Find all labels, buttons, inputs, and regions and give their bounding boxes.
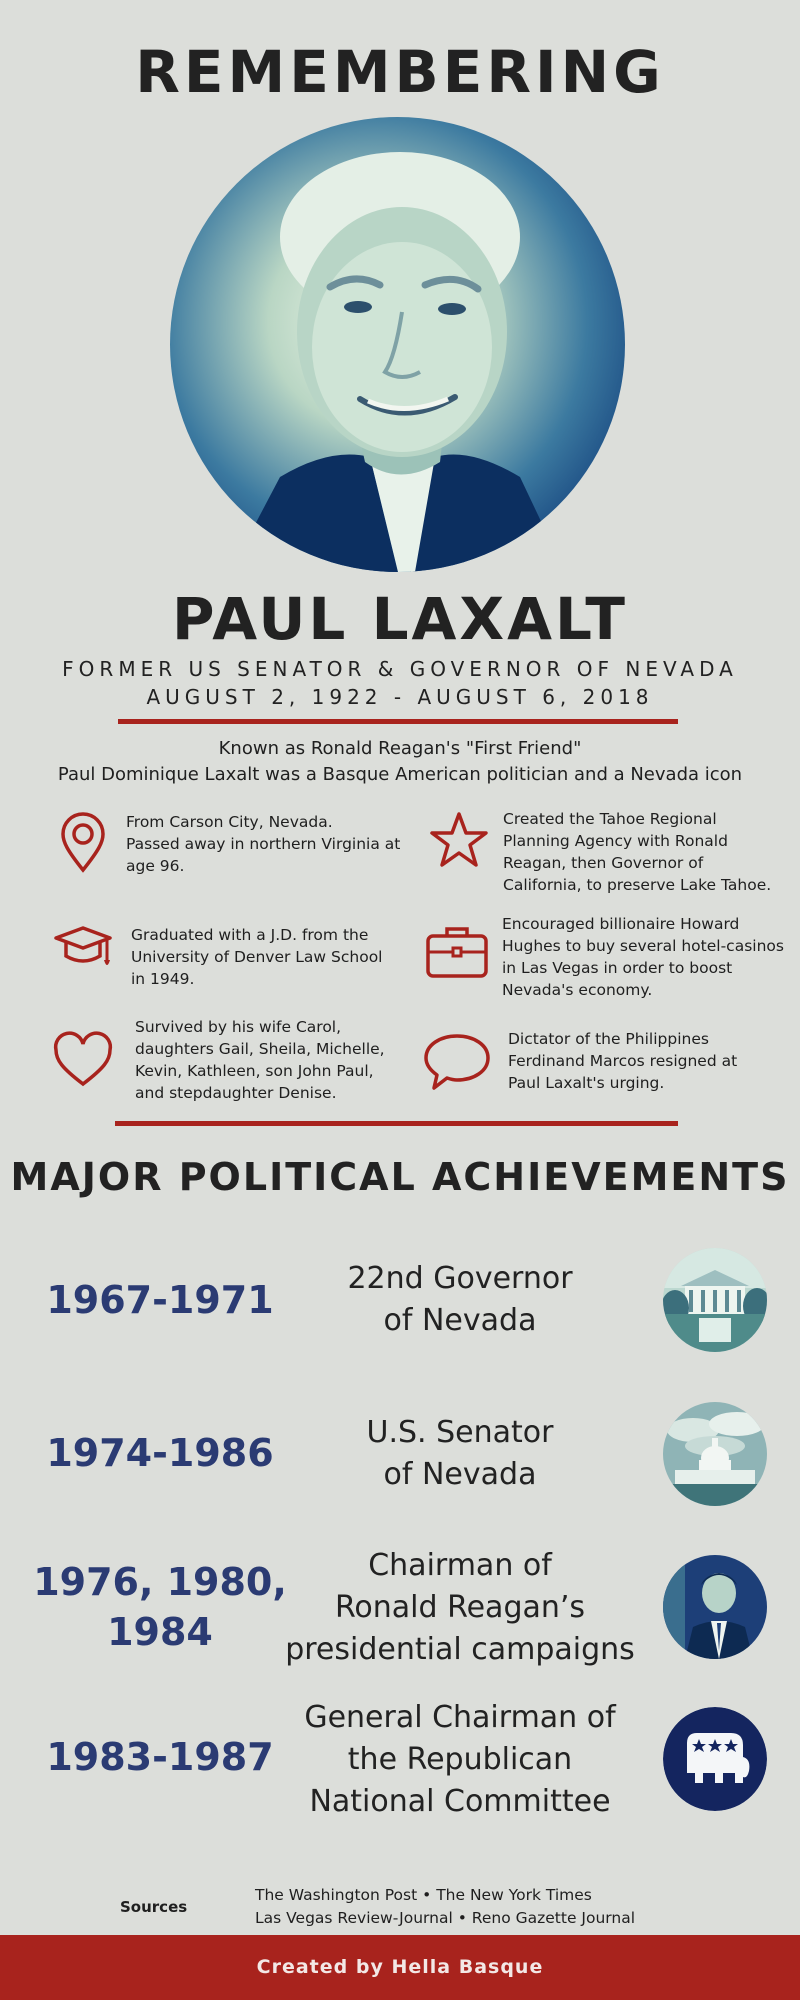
portrait-illustration	[170, 117, 625, 572]
life-dates: AUGUST 2, 1922 - AUGUST 6, 2018	[146, 685, 654, 709]
fact-line: Planning Agency with Ronald	[503, 832, 728, 850]
intro-line-2: Paul Dominique Laxalt was a Basque American politician and a Nevada icon	[57, 764, 743, 785]
fact-family	[135, 1016, 425, 1104]
achievement-description	[260, 1258, 660, 1342]
years-line: 1976, 1980,	[33, 1560, 287, 1604]
fact-line: and stepdaughter Denise.	[135, 1084, 337, 1102]
heading-remembering: REMEMBERING	[135, 38, 665, 106]
years-line: 1974-1986	[46, 1431, 274, 1475]
achievements-title: MAJOR POLITICAL ACHIEVEMENTS	[10, 1155, 790, 1199]
fact-hughes	[502, 913, 797, 1001]
achievement-years	[30, 1275, 290, 1325]
fact-line: Survived by his wife Carol,	[135, 1018, 342, 1036]
years-line: 1967-1971	[46, 1278, 274, 1322]
fact-line: Hughes to buy several hotel-casinos	[502, 937, 784, 955]
fact-line: Graduated with a J.D. from the	[131, 926, 369, 944]
fact-line: Created the Tahoe Regional	[503, 810, 717, 828]
desc-line: Chairman of	[368, 1548, 552, 1583]
desc-line: National Committee	[309, 1784, 611, 1819]
desc-line: 22nd Governor	[347, 1261, 573, 1296]
sources-line-1: The Washington Post • The New York Times	[255, 1886, 592, 1904]
subtitle-role: FORMER US SENATOR & GOVERNOR OF NEVADA	[62, 657, 738, 681]
achievement-description	[260, 1697, 660, 1823]
fact-line: Passed away in northern Virginia at	[126, 835, 401, 853]
fact-line: University of Denver Law School	[131, 948, 383, 966]
fact-line: daughters Gail, Sheila, Michelle,	[135, 1040, 385, 1058]
fact-line: Reagan, then Governor of	[503, 854, 704, 872]
years-line: 1984	[107, 1610, 213, 1654]
fact-line: Ferdinand Marcos resigned at	[508, 1052, 738, 1070]
achievement-years	[30, 1732, 290, 1782]
heart-icon	[52, 1030, 114, 1092]
reagan-portrait-photo	[663, 1555, 767, 1659]
fact-line: in Las Vegas in order to boost	[502, 959, 733, 977]
fact-line: in 1949.	[131, 970, 195, 988]
achievement-years	[30, 1428, 290, 1478]
capitol-building-photo	[663, 1402, 767, 1506]
fact-line: California, to preserve Lake Tahoe.	[503, 876, 772, 894]
intro-line-1: Known as Ronald Reagan's "First Friend"	[218, 738, 582, 759]
fact-line: Nevada's economy.	[502, 981, 653, 999]
portrait-photo	[170, 117, 625, 572]
sources-label: Sources	[120, 1898, 188, 1916]
fact-education	[131, 924, 421, 990]
sources-line-2: Las Vegas Review-Journal • Reno Gazette Journal	[255, 1909, 636, 1927]
fact-line: Kevin, Kathleen, son John Paul,	[135, 1062, 374, 1080]
desc-line: the Republican	[347, 1742, 573, 1777]
fact-tahoe	[503, 808, 793, 896]
footer-credit: Created by Hella Basque	[256, 1956, 544, 1978]
speech-bubble-icon	[422, 1030, 492, 1092]
fact-line: Dictator of the Philippines	[508, 1030, 709, 1048]
achievement-description	[260, 1545, 660, 1671]
fact-line: From Carson City, Nevada.	[126, 813, 333, 831]
achievement-description	[260, 1412, 660, 1496]
graduation-cap-icon	[52, 920, 114, 982]
fact-line: Encouraged billionaire Howard	[502, 915, 740, 933]
achievement-years	[30, 1557, 290, 1657]
desc-line: of Nevada	[383, 1457, 537, 1492]
republican-elephant-icon	[663, 1707, 767, 1811]
fact-line: age 96.	[126, 857, 185, 875]
person-name: PAUL LAXALT	[172, 585, 628, 653]
governor-mansion-photo	[663, 1248, 767, 1352]
desc-line: Ronald Reagan’s	[334, 1590, 586, 1625]
desc-line: of Nevada	[383, 1303, 537, 1338]
fact-marcos	[508, 1028, 798, 1094]
divider-bottom	[115, 1121, 678, 1126]
desc-line: U.S. Senator	[366, 1415, 554, 1450]
fact-location	[126, 811, 416, 877]
briefcase-icon	[424, 920, 490, 982]
divider-top	[118, 719, 678, 724]
years-line: 1983-1987	[46, 1735, 274, 1779]
map-pin-icon	[55, 812, 111, 874]
desc-line: General Chairman of	[304, 1700, 616, 1735]
star-icon	[428, 810, 490, 872]
desc-line: presidential campaigns	[285, 1632, 635, 1667]
fact-line: Paul Laxalt's urging.	[508, 1074, 665, 1092]
